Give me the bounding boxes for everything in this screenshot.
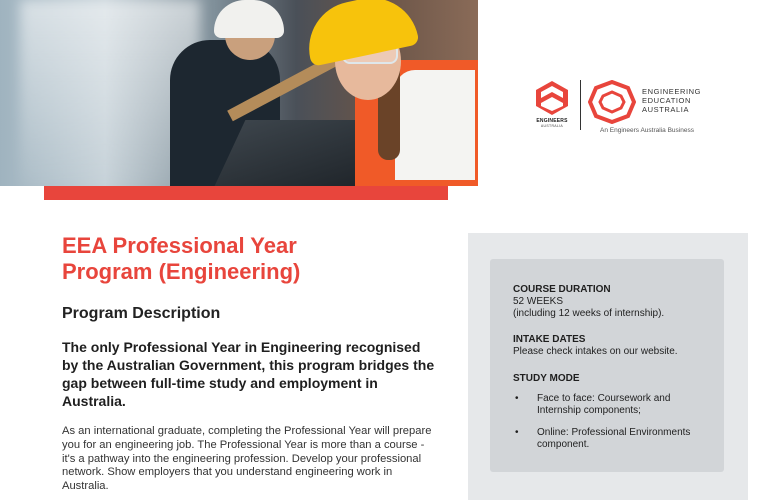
study-mode-list <box>513 393 713 461</box>
title-line-1: EEA Professional Year <box>62 233 297 258</box>
logo-divider <box>580 80 581 130</box>
duration-note: (including 12 weeks of internship). <box>513 308 665 319</box>
duration-label: COURSE DURATION <box>513 284 611 295</box>
list-item: • Face to face: Coursework and Internship components; <box>513 393 713 417</box>
study-mode <box>513 373 580 385</box>
engineers-australia-logo <box>530 80 574 134</box>
list-item: • Online: Professional Environments component. <box>513 427 713 451</box>
title-line-2: Program (Engineering) <box>62 259 301 284</box>
page-title <box>62 233 442 285</box>
ea-sub: AUSTRALIA <box>540 124 564 128</box>
intake-value: Please check intakes on our website. <box>513 346 678 357</box>
accent-bar <box>44 186 448 200</box>
eea-line-3: AUSTRALIA <box>642 105 690 114</box>
intake-label: INTAKE DATES <box>513 334 586 345</box>
eea-wordmark <box>642 87 701 114</box>
body-paragraph: As an international graduate, completing the Professional Year will prepare you for an engineering job. The Professional Year is more than a course - it's a pathway into the engineering profession. Develop your professional network. Show employers that you understand engineering work in Australia. <box>62 425 432 493</box>
lead-paragraph: The only Professional Year in Engineering recognised by the Australian Government, this program bridges the gap between full-time study and employment in Australia. <box>62 339 435 409</box>
course-duration <box>513 284 664 320</box>
course-info-card <box>490 259 724 472</box>
eea-line-2: EDUCATION <box>642 96 692 105</box>
ea-name: ENGINEERS <box>536 118 568 124</box>
eea-tagline: An Engineers Australia Business <box>600 127 694 134</box>
hero-photo <box>0 0 478 186</box>
intake-dates <box>513 334 678 358</box>
eea-mark-icon <box>588 80 636 129</box>
duration-value: 52 WEEKS <box>513 296 564 307</box>
section-heading: Program Description <box>62 305 221 322</box>
mode-label: STUDY MODE <box>513 373 580 384</box>
engineers-australia-mark-icon <box>535 80 569 116</box>
eea-line-1: ENGINEERING <box>642 87 702 96</box>
